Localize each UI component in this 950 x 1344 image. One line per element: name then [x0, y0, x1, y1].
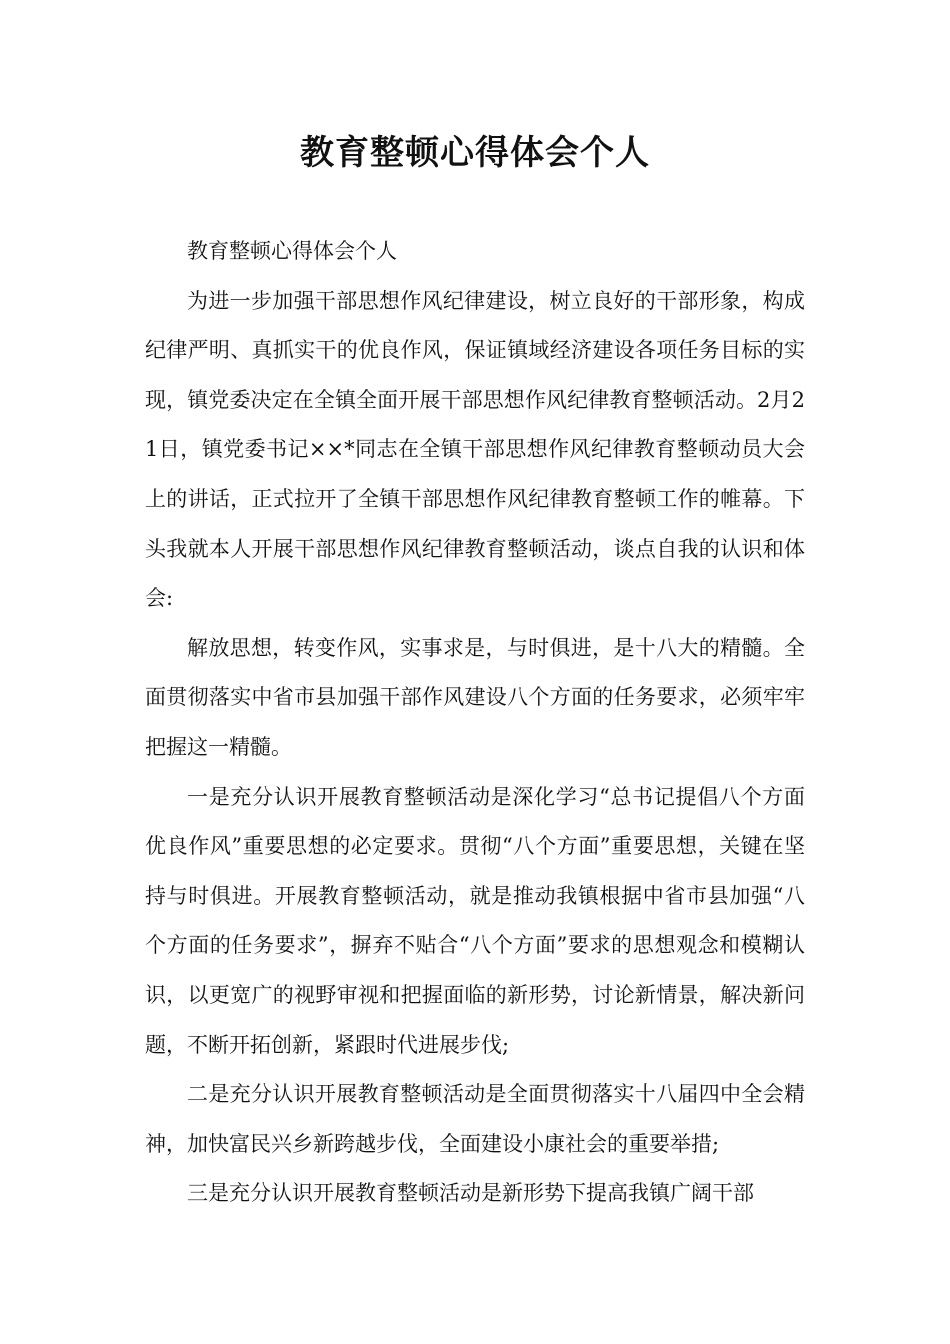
document-body [145, 227, 805, 1219]
paragraph: 教育整顿心得体会个人 [187, 239, 397, 263]
paragraph: 一是充分认识开展教育整顿活动是深化学习“总书记提倡八个方面优良作风”重要思想的必定要求。贯彻“八个方面”重要思想，关键在坚持与时俱进。开展教育整顿活动，就是推动我镇根据中省市县加强“八个方面的任务要求”，摒弃不贴合“八个方面”要求的思想观念和模糊认识，以更宽广的视野审视和把握面临的新形势，讨论新情景，解决新问题，不断开拓创新，紧跟时代进展步伐; [145, 784, 805, 1057]
paragraph: 为进一步加强干部思想作风纪律建设，树立良好的干部形象，构成纪律严明、真抓实干的优良作风，保证镇域经济建设各项任务目标的实现，镇党委决定在全镇全面开展干部思想作风纪律教育整顿活动。2月21日，镇党委书记××*同志在全镇干部思想作风纪律教育整顿动员大会上的讲话，正式拉开了全镇干部思想作风纪律教育整顿工作的帷幕。下头我就本人开展干部思想作风纪律教育整顿活动，谈点自我的认识和体会: [145, 288, 805, 611]
paragraph: 三是充分认识开展教育整顿活动是新形势下提高我镇广阔干部 [187, 1181, 754, 1206]
document-title: 教育整顿心得体会个人 [300, 133, 650, 173]
paragraph: 二是充分认识开展教育整顿活动是全面贯彻落实十八届四中全会精神，加快富民兴乡新跨越步伐，全面建设小康社会的重要举措; [145, 1082, 805, 1156]
paragraph: 解放思想，转变作风，实事求是，与时俱进，是十八大的精髓。全面贯彻落实中省市县加强干部作风建设八个方面的任务要求，必须牢牢把握这一精髓。 [145, 635, 805, 759]
